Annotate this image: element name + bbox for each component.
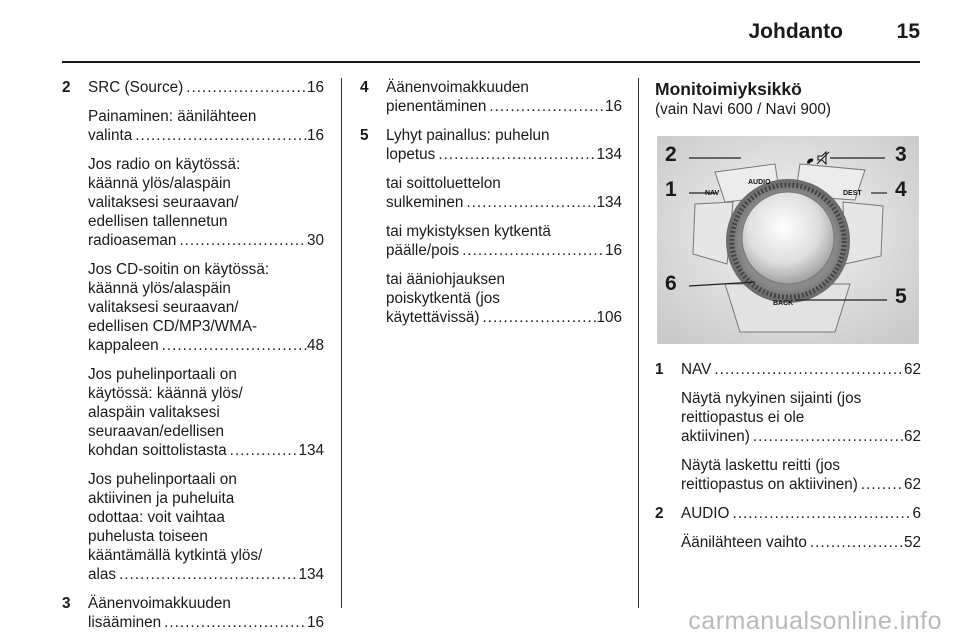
text-line (88, 527, 324, 546)
text-line (386, 308, 622, 327)
line-text: kohdan soittolistasta (88, 442, 227, 459)
line-text: Näytä laskettu reitti (jos (681, 457, 840, 474)
text-line (681, 456, 921, 475)
line-text: Näytä nykyinen sijainti (jos (681, 390, 862, 407)
watermark: carmanualsonline.info (688, 607, 942, 635)
column-right (655, 78, 921, 562)
line-text: alas (88, 566, 117, 583)
text-line (88, 565, 324, 584)
dest-label: DEST (843, 190, 862, 197)
line-text: kääntämällä kytkintä ylös/ (88, 547, 263, 564)
text-line (88, 155, 324, 174)
entry-paragraph (88, 365, 324, 460)
dot-leader (486, 97, 605, 116)
column-divider-1 (341, 78, 342, 608)
text-line (386, 126, 622, 145)
line-text: Äänenvoimakkuuden (88, 595, 231, 612)
text-line (681, 533, 921, 552)
text-line (88, 365, 324, 384)
line-text: tai mykistyksen kytkentä (386, 223, 551, 240)
text-line (386, 241, 622, 260)
entry-number: 1 (655, 361, 664, 378)
text-line (386, 222, 622, 241)
line-text: käytettävissä) (386, 309, 480, 326)
text-line (88, 126, 324, 145)
line-text: SRC (Source) (88, 79, 184, 96)
text-line (386, 270, 622, 289)
line-text: Jos puhelinportaali on (88, 471, 237, 488)
callout-2: 2 (665, 143, 677, 166)
text-line (88, 193, 324, 212)
line-text: käytössä: käännä ylös/ (88, 385, 243, 402)
page-reference[interactable]: 62 (903, 361, 921, 378)
line-text: aktiivinen) (681, 428, 750, 445)
text-line (386, 145, 622, 164)
page-header (0, 0, 960, 62)
text-line (88, 470, 324, 489)
line-text: Jos CD-soitin on käytössä: (88, 261, 270, 278)
legend-entry (360, 78, 622, 116)
section-title: Monitoimiyksikkö (655, 79, 802, 99)
dot-leader (132, 126, 307, 145)
text-line (88, 441, 324, 460)
page-title: Johdanto (748, 20, 843, 43)
column-divider-2 (638, 78, 639, 608)
page-reference[interactable]: 134 (596, 146, 622, 163)
line-text: Lyhyt painallus: puhelun (386, 127, 550, 144)
page-reference[interactable]: 16 (306, 614, 324, 631)
entry-paragraph (88, 594, 324, 632)
line-text: käännä ylös/alaspäin (88, 280, 231, 297)
page-reference[interactable]: 16 (306, 79, 324, 96)
page-reference[interactable]: 134 (298, 442, 324, 459)
text-line (88, 403, 324, 422)
legend-entries (655, 360, 921, 552)
entry-number: 5 (360, 127, 369, 144)
entry-number: 2 (655, 505, 664, 522)
dot-leader (711, 360, 904, 379)
line-text: pienentäminen (386, 98, 487, 115)
line-text: Äänilähteen vaihto (681, 534, 807, 551)
line-text: valitaksesi seuraavan/ (88, 194, 239, 211)
line-text: päälle/pois (386, 242, 460, 259)
controller-illustration (655, 134, 921, 346)
text-line (88, 546, 324, 565)
legend-entry (360, 126, 622, 327)
line-text: sulkeminen (386, 194, 464, 211)
dot-leader (435, 145, 596, 164)
line-text: reittiopastus ei ole (681, 409, 805, 426)
callout-1: 1 (665, 178, 677, 201)
callout-5: 5 (895, 285, 907, 308)
legend-entry (62, 594, 324, 632)
page-reference[interactable]: 134 (596, 194, 622, 211)
entry-paragraph (681, 360, 921, 379)
line-text: lisääminen (88, 614, 162, 631)
page-reference[interactable]: 52 (903, 534, 921, 551)
dot-leader (183, 78, 307, 97)
line-text: AUDIO (681, 505, 730, 522)
line-text: seuraavan/edellisen (88, 423, 225, 440)
text-line (88, 78, 324, 97)
entry-paragraph (88, 470, 324, 584)
entry-number: 3 (62, 595, 71, 612)
line-text: radioaseman (88, 232, 177, 249)
line-text: edellisen tallennetun (88, 213, 228, 230)
column-left (62, 78, 324, 642)
line-text: poiskytkentä (jos (386, 290, 500, 307)
text-line (386, 289, 622, 308)
dot-leader (161, 613, 307, 632)
text-line (88, 174, 324, 193)
text-line (681, 389, 921, 408)
entry-paragraph (681, 456, 921, 494)
page-reference[interactable]: 62 (903, 428, 921, 445)
legend-entry (655, 360, 921, 494)
entry-paragraph (681, 533, 921, 552)
dot-leader (858, 475, 904, 494)
dot-leader (729, 504, 912, 523)
line-text: käännä ylös/alaspäin (88, 175, 231, 192)
callout-4: 4 (895, 178, 907, 201)
callout-3: 3 (895, 143, 907, 166)
text-line (88, 260, 324, 279)
back-label: BACK (773, 300, 794, 307)
entry-paragraph (681, 389, 921, 446)
line-text: aktiivinen ja puheluita (88, 490, 235, 507)
dot-leader (480, 308, 597, 327)
text-line (88, 422, 324, 441)
dot-leader (227, 441, 299, 460)
entry-paragraph (386, 126, 622, 164)
line-text: reittiopastus on aktiivinen) (681, 476, 858, 493)
line-text: NAV (681, 361, 712, 378)
line-text: tai ääniohjauksen (386, 271, 506, 288)
text-line (681, 360, 921, 379)
text-line (386, 174, 622, 193)
page-reference[interactable]: 16 (306, 127, 324, 144)
entry-number: 2 (62, 79, 71, 96)
text-line (681, 475, 921, 494)
dot-leader (463, 193, 596, 212)
text-line (88, 508, 324, 527)
line-text: Painaminen: äänilähteen (88, 108, 257, 125)
page-reference[interactable]: 106 (596, 309, 622, 326)
dot-leader (176, 231, 307, 250)
line-text: odottaa: voit vaihtaa (88, 509, 225, 526)
knob-top (742, 192, 834, 284)
text-line (88, 317, 324, 336)
entry-paragraph (386, 270, 622, 327)
dot-leader (459, 241, 605, 260)
line-text: Jos radio on käytössä: (88, 156, 241, 173)
page-reference[interactable]: 6 (912, 505, 921, 522)
text-line (386, 193, 622, 212)
entry-paragraph (681, 504, 921, 523)
line-text: valitaksesi seuraavan/ (88, 299, 239, 316)
entry-paragraph (88, 155, 324, 250)
page-reference[interactable]: 16 (604, 98, 622, 115)
multifunction-unit-figure (655, 134, 921, 346)
text-line (88, 231, 324, 250)
text-line (88, 594, 324, 613)
line-text: Jos puhelinportaali on (88, 366, 237, 383)
text-line (88, 336, 324, 355)
text-line (681, 408, 921, 427)
line-text: kappaleen (88, 337, 159, 354)
nav-label: NAV (705, 190, 720, 197)
line-text: alaspäin valitaksesi (88, 404, 220, 421)
entry-paragraph (386, 174, 622, 212)
page-reference[interactable]: 48 (306, 337, 324, 354)
text-line (88, 107, 324, 126)
page-reference[interactable]: 62 (903, 476, 921, 493)
page-reference[interactable]: 16 (604, 242, 622, 259)
line-text: lopetus (386, 146, 436, 163)
dot-leader (116, 565, 298, 584)
line-text: Äänenvoimakkuuden (386, 79, 529, 96)
text-line (88, 298, 324, 317)
column-middle (360, 78, 622, 337)
entry-paragraph (88, 107, 324, 145)
line-text: valinta (88, 127, 133, 144)
entry-paragraph (386, 222, 622, 260)
page-number: 15 (896, 20, 920, 43)
dot-leader (750, 427, 904, 446)
dot-leader (159, 336, 307, 355)
legend-entry (655, 504, 921, 552)
text-line (88, 384, 324, 403)
page-reference[interactable]: 134 (298, 566, 324, 583)
text-line (681, 504, 921, 523)
line-text: puhelusta toiseen (88, 528, 208, 545)
audio-label: AUDIO (748, 179, 771, 186)
text-line (386, 78, 622, 97)
text-line (681, 427, 921, 446)
section-subtitle: (vain Navi 600 / Navi 900) (655, 101, 831, 118)
callout-6: 6 (665, 272, 677, 295)
entry-paragraph (88, 260, 324, 355)
entry-paragraph (386, 78, 622, 116)
entry-paragraph (88, 78, 324, 97)
entry-number: 4 (360, 79, 369, 96)
line-text: tai soittoluettelon (386, 175, 501, 192)
text-line (88, 489, 324, 508)
legend-entry (62, 78, 324, 584)
page-reference[interactable]: 30 (306, 232, 324, 249)
text-line (88, 212, 324, 231)
text-line (88, 279, 324, 298)
line-text: edellisen CD/MP3/WMA- (88, 318, 258, 335)
dot-leader (807, 533, 904, 552)
text-line (88, 613, 324, 632)
header-rule (62, 61, 920, 63)
text-line (386, 97, 622, 116)
